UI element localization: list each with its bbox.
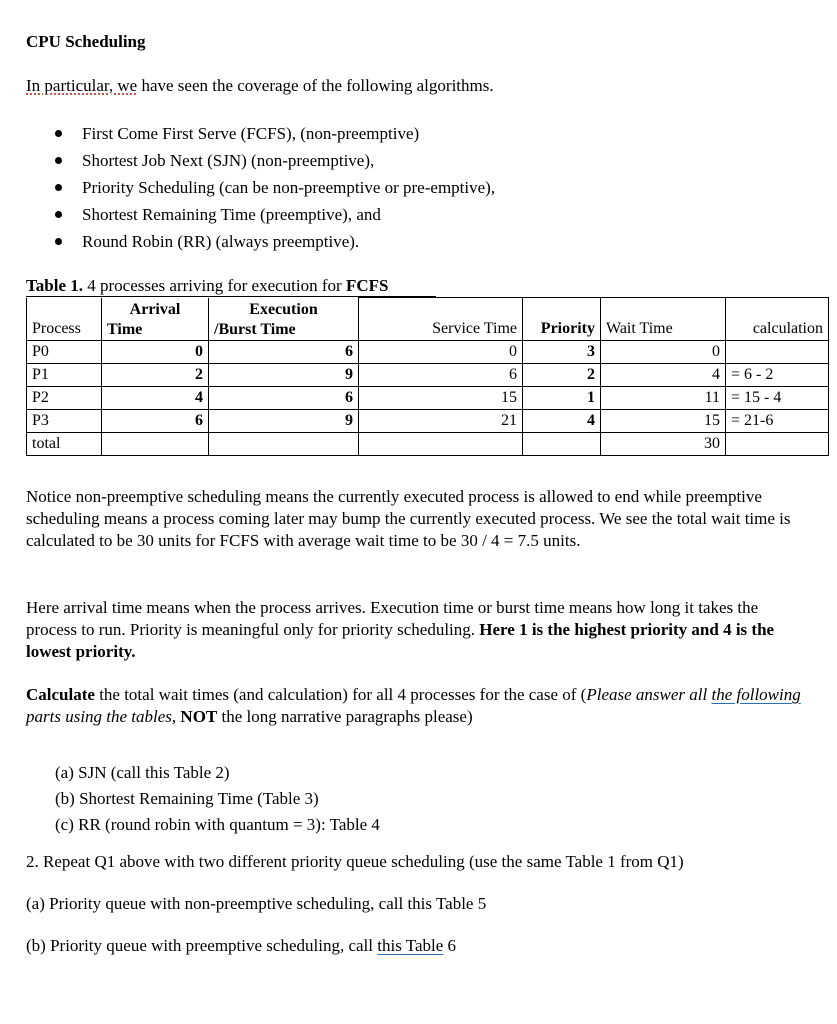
table-row: P3 6 9 21 4 15 = 21-6 — [27, 409, 829, 432]
table-header-row — [27, 298, 829, 341]
table-total-row — [27, 432, 829, 455]
col-header-priority: Priority — [523, 298, 601, 341]
bullet-icon — [55, 157, 62, 164]
intro-underlined: In particular, we — [26, 76, 138, 95]
table-row: P1 2 9 6 2 4 = 6 - 2 — [27, 363, 829, 386]
bullet-icon — [55, 184, 62, 191]
list-item: Round Robin (RR) (always preemptive). — [55, 228, 495, 255]
col-header-calc: calculation — [726, 298, 829, 341]
list-item: (b) Shortest Remaining Time (Table 3) — [55, 789, 319, 808]
fcfs-table — [26, 297, 829, 456]
col-header-wait: Wait Time — [601, 298, 726, 341]
intro-rest: have seen the coverage of the following algorithms. — [137, 76, 494, 95]
col-header-arrival: Arrival Time — [102, 298, 209, 341]
paragraph-definitions: Here arrival time means when the process arrives. Execution time or burst time means how long it takes the process to run. Priority is meaningful only for priority scheduling. Here 1 is the highest priority and 4 is the lowest priority. — [26, 598, 775, 661]
col-header-process: Process — [27, 298, 102, 341]
total-wait: 30 — [601, 432, 726, 455]
list-item: Shortest Job Next (SJN) (non-preemptive), — [55, 147, 495, 174]
question2-part-a: (a) Priority queue with non-preemptive scheduling, call this Table 5 — [26, 894, 487, 913]
table1-caption: Table 1. 4 processes arriving for execution for FCFS — [26, 276, 389, 295]
question1-parts — [55, 760, 380, 838]
bullet-icon — [55, 130, 62, 137]
question2-intro: 2. Repeat Q1 above with two different priority queue scheduling (use the same Table 1 from Q1) — [26, 852, 684, 871]
question2-part-b: (b) Priority queue with preemptive scheduling, call this Table 6 — [26, 936, 457, 955]
paragraph-instructions: Calculate the total wait times (and calculation) for all 4 processes for the case of (Please answer all the following parts using the tables, NOT the long narrative paragraphs please) — [26, 685, 801, 726]
algorithm-list — [55, 120, 495, 255]
list-item: First Come First Serve (FCFS), (non-preemptive) — [55, 120, 495, 147]
total-label: total — [27, 432, 102, 455]
paragraph-preemption: Notice non-preemptive scheduling means the currently executed process is allowed to end while preemptive scheduling means a process coming later may bump the currently executed process. We see the total wait time is calculated to be 30 units for FCFS with average wait time to be 30 / 4 = 7.5 units. — [26, 487, 791, 550]
table-row: P0 0 6 0 3 0 — [27, 340, 829, 363]
bullet-icon — [55, 211, 62, 218]
col-header-burst: Execution /Burst Time — [209, 298, 359, 341]
list-item: Priority Scheduling (can be non-preemptive or pre-emptive), — [55, 174, 495, 201]
list-item: Shortest Remaining Time (preemptive), and — [55, 201, 495, 228]
bullet-icon — [55, 238, 62, 245]
col-header-service: Service Time — [359, 298, 523, 341]
page-title: CPU Scheduling — [26, 32, 146, 51]
table-row: P2 4 6 15 1 11 = 15 - 4 — [27, 386, 829, 409]
intro-text — [26, 76, 494, 96]
list-item: (c) RR (round robin with quantum = 3): Table 4 — [55, 815, 380, 834]
list-item: (a) SJN (call this Table 2) — [55, 763, 230, 782]
